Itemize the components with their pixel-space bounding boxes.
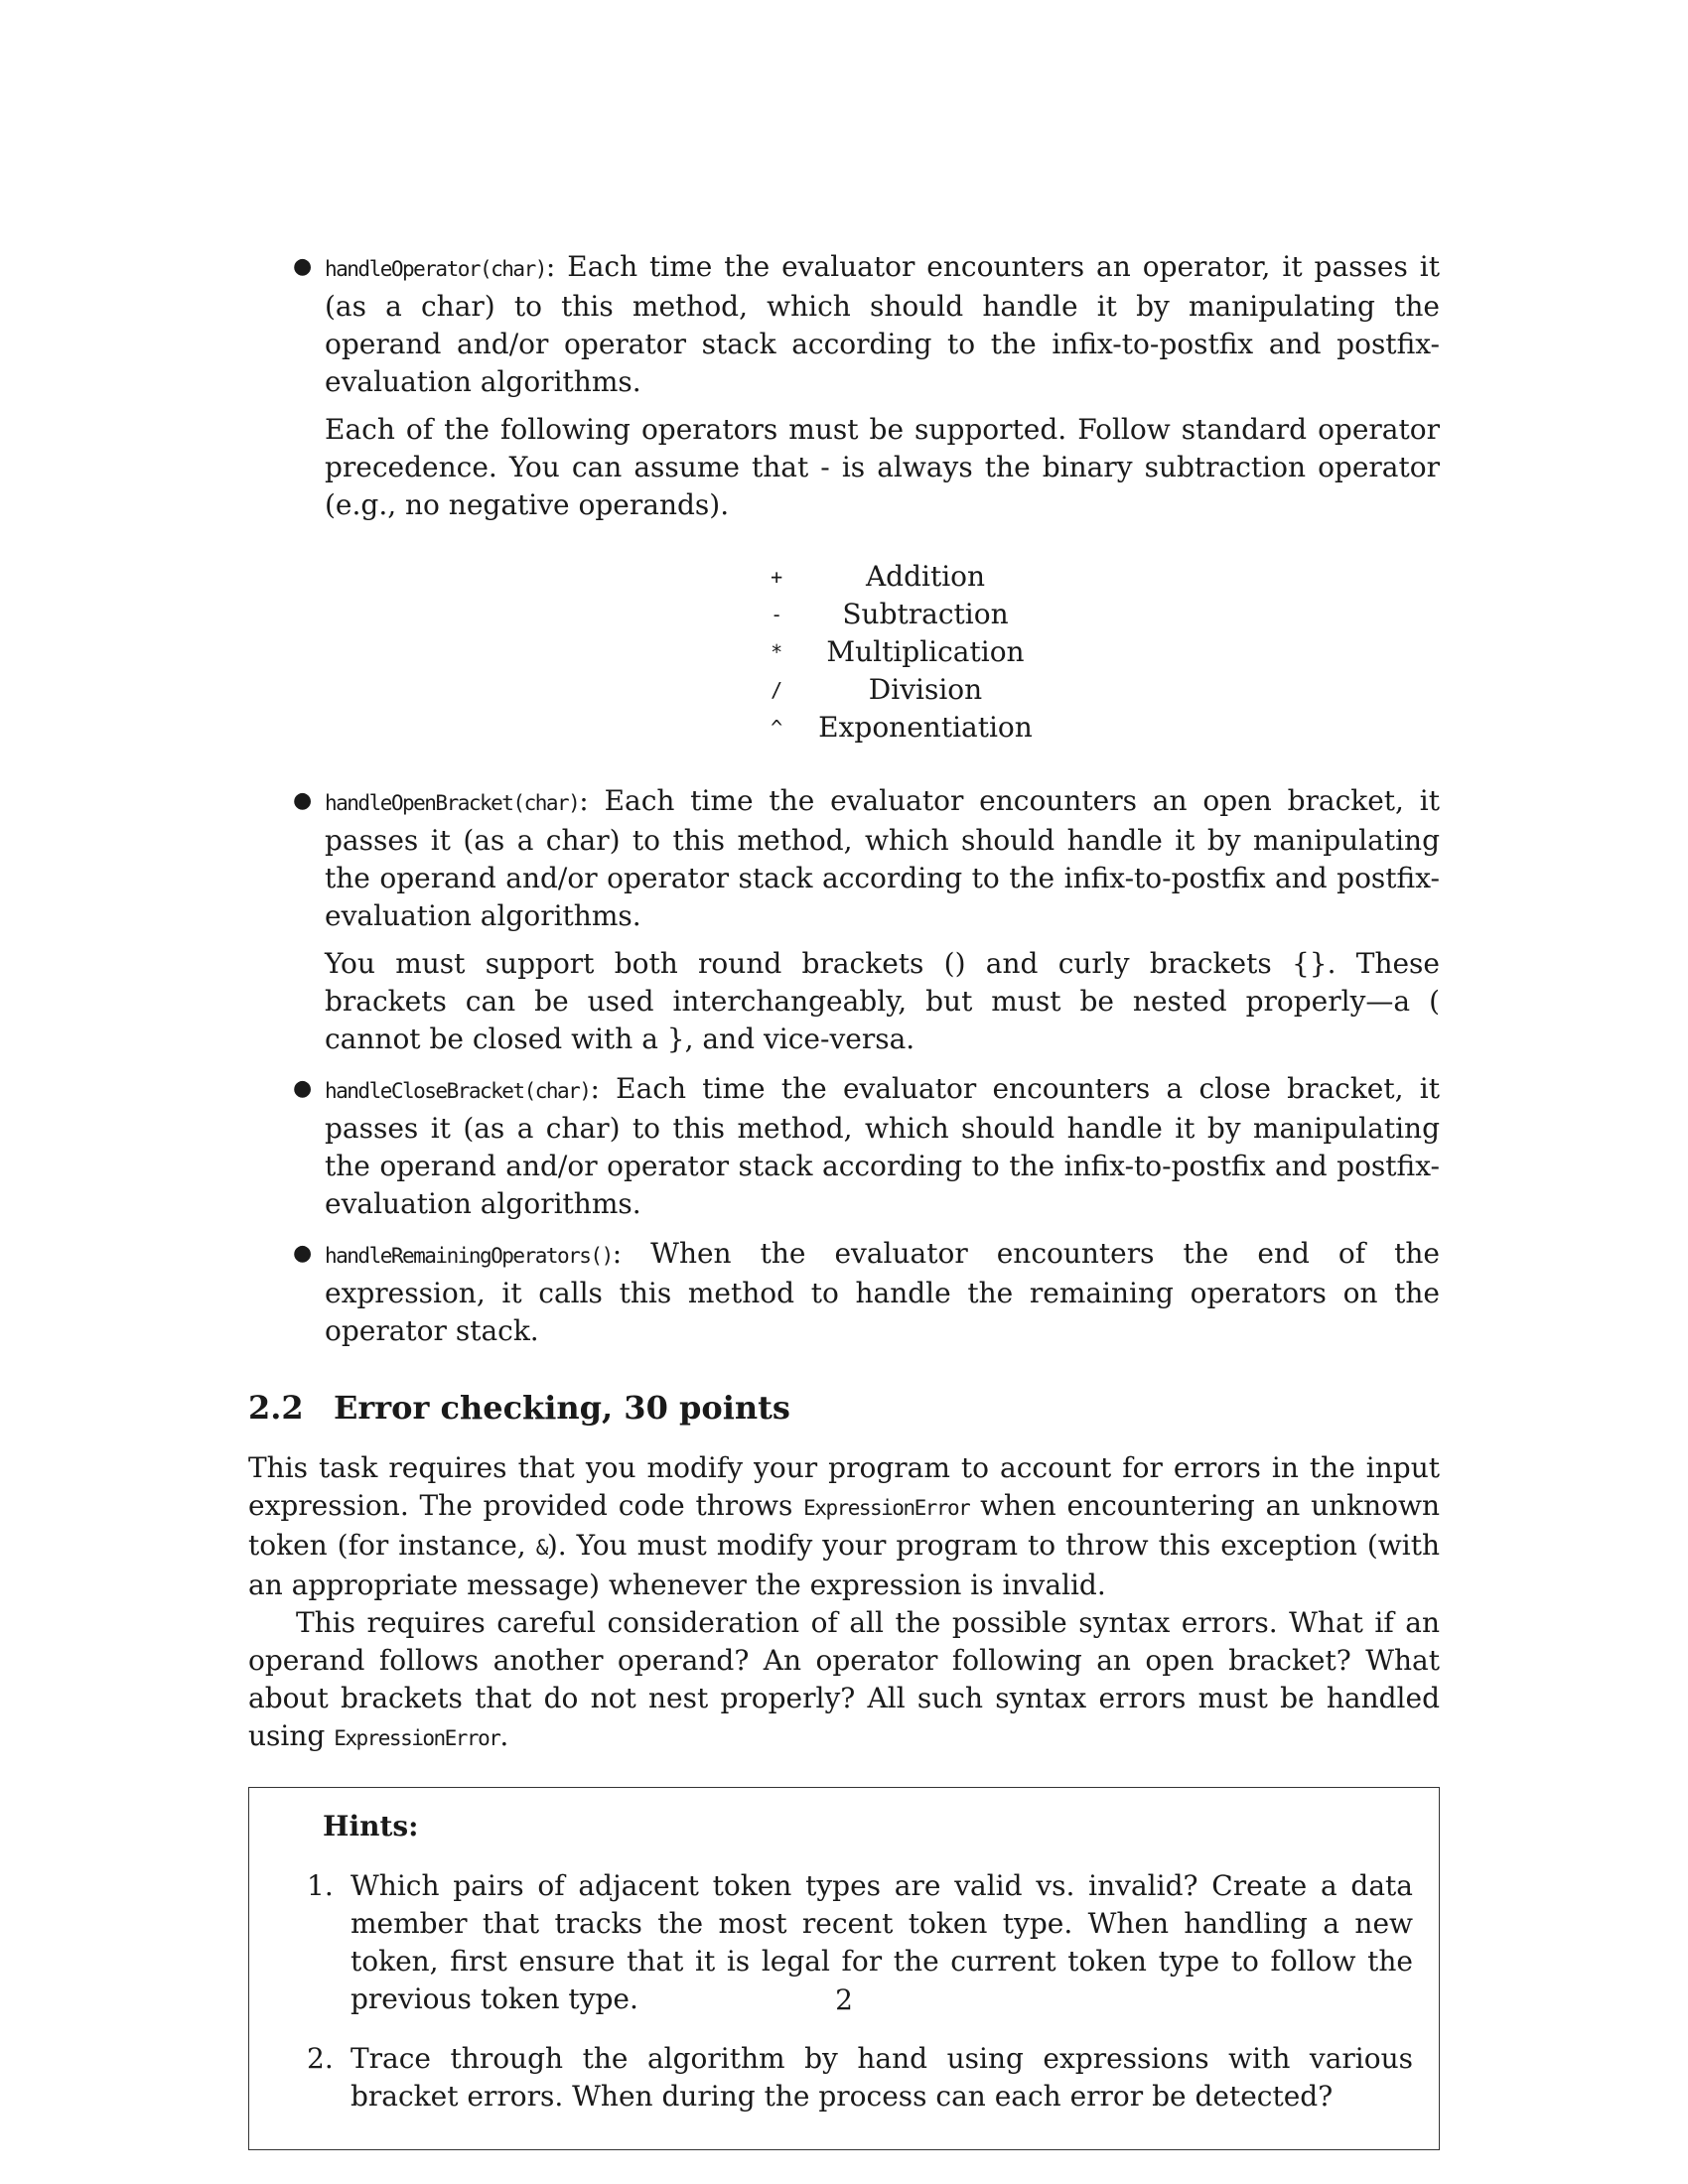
hint-text: Trace through the algorithm by hand using expressions with various bracket errors. When during the process can each error be detected?	[351, 2042, 1413, 2113]
bullet-text: : Each time the evaluator encounters an open bracket, it passes it (as a char) to this method, which should handle it by manipulating the operand and/or operator stack according to the infix-to-postfix and postfix-evaluation algorithms.	[325, 784, 1440, 932]
text-run: This requires careful consideration of all the possible syntax errors. What if an operand follows another operand? An operator following an open bracket? What about brackets that do not nest properly? All such syntax errors must be handled using	[248, 1606, 1440, 1752]
bullet-icon: ●	[293, 1076, 313, 1101]
token-example: &	[535, 1536, 547, 1560]
operator-symbol: +	[771, 565, 783, 589]
document-page	[248, 248, 1440, 2150]
hints-box	[248, 1787, 1440, 2150]
bullet-paragraph	[325, 248, 1440, 401]
operator-name: Multiplication	[826, 635, 1025, 668]
text-run: .	[499, 1719, 509, 1752]
method-name: handleRemainingOperators()	[325, 1244, 613, 1268]
method-name: handleOperator(char)	[325, 257, 546, 281]
bullet-subparagraph: You must support both round brackets () and curly brackets {}. These brackets can be used interchangeably, but must be nested properly—a ( cannot be closed with a }, and vice-versa.	[325, 947, 1440, 1055]
class-name: ExpressionError	[803, 1496, 970, 1520]
section-number: 2.2	[248, 1389, 304, 1427]
section-paragraph	[248, 1604, 1440, 1757]
list-item	[248, 1235, 1440, 1350]
bullet-paragraph	[325, 782, 1440, 935]
table-row	[771, 596, 1033, 633]
operator-name: Exponentiation	[818, 711, 1033, 744]
section-title: Error checking, 30 points	[334, 1389, 790, 1427]
method-name: handleCloseBracket(char)	[325, 1079, 591, 1103]
table-row	[771, 633, 1033, 671]
list-item	[248, 248, 1440, 524]
hint-number: 1.	[307, 1869, 334, 1902]
bullet-icon: ●	[293, 1241, 313, 1266]
class-name: ExpressionError	[334, 1726, 500, 1750]
operator-table	[771, 558, 1033, 747]
operator-name: Division	[868, 673, 983, 706]
bullet-icon: ●	[293, 254, 313, 279]
operator-symbol: /	[771, 678, 783, 702]
method-name: handleOpenBracket(char)	[325, 791, 580, 815]
operator-symbol: -	[771, 603, 783, 626]
list-item	[248, 782, 1440, 1058]
table-row	[771, 558, 1033, 596]
list-item	[248, 1070, 1440, 1223]
bullet-paragraph	[325, 1235, 1440, 1350]
operator-name: Subtraction	[842, 598, 1009, 630]
page-number: 2	[835, 1983, 853, 2016]
text-run: This task requires that you modify your program to account for errors in the input expression. The provided code throws	[248, 1451, 1440, 1522]
bullet-text: : Each time the evaluator encounters an operator, it passes it (as a char) to this method, which should handle it by manipulating the operand and/or operator stack according to the infix-to-postfix and postfix-evaluation algorithms.	[325, 250, 1440, 398]
table-row	[771, 709, 1033, 747]
bullet-subparagraph: Each of the following operators must be supported. Follow standard operator precedence. You can assume that - is always the binary subtraction operator (e.g., no negative operands).	[325, 413, 1440, 521]
hints-title: Hints:	[323, 1810, 419, 1843]
bullet-paragraph	[325, 1070, 1440, 1223]
text-run: when encountering an unknown token (for instance,	[248, 1489, 1441, 1562]
operator-name: Addition	[865, 560, 986, 593]
section-heading	[248, 1388, 1440, 1428]
bullet-icon: ●	[293, 788, 313, 813]
text-run: ). You must modify your program to throw this exception (with an appropriate message) whenever the expression is invalid.	[248, 1529, 1441, 1601]
operator-symbol: ^	[771, 716, 783, 740]
section-paragraph	[248, 1449, 1440, 1604]
bullet-text: : Each time the evaluator encounters a close bracket, it passes it (as a char) to this method, which should handle it by manipulating the operand and/or operator stack according to the infix-to-postfix and postfix-evaluation algorithms.	[325, 1072, 1440, 1220]
hint-item	[307, 2040, 1413, 2116]
bullet-text: : When the evaluator encounters the end of the expression, it calls this method to handle the remaining operators on the operator stack.	[325, 1237, 1440, 1347]
table-row	[771, 671, 1033, 709]
operator-symbol: *	[771, 640, 783, 664]
hint-text: Which pairs of adjacent token types are valid vs. invalid? Create a data member that tracks the most recent token type. When handling a new token, first ensure that it is legal for the current token type to follow the previous token type.	[351, 1869, 1413, 2015]
hint-number: 2.	[307, 2042, 334, 2075]
